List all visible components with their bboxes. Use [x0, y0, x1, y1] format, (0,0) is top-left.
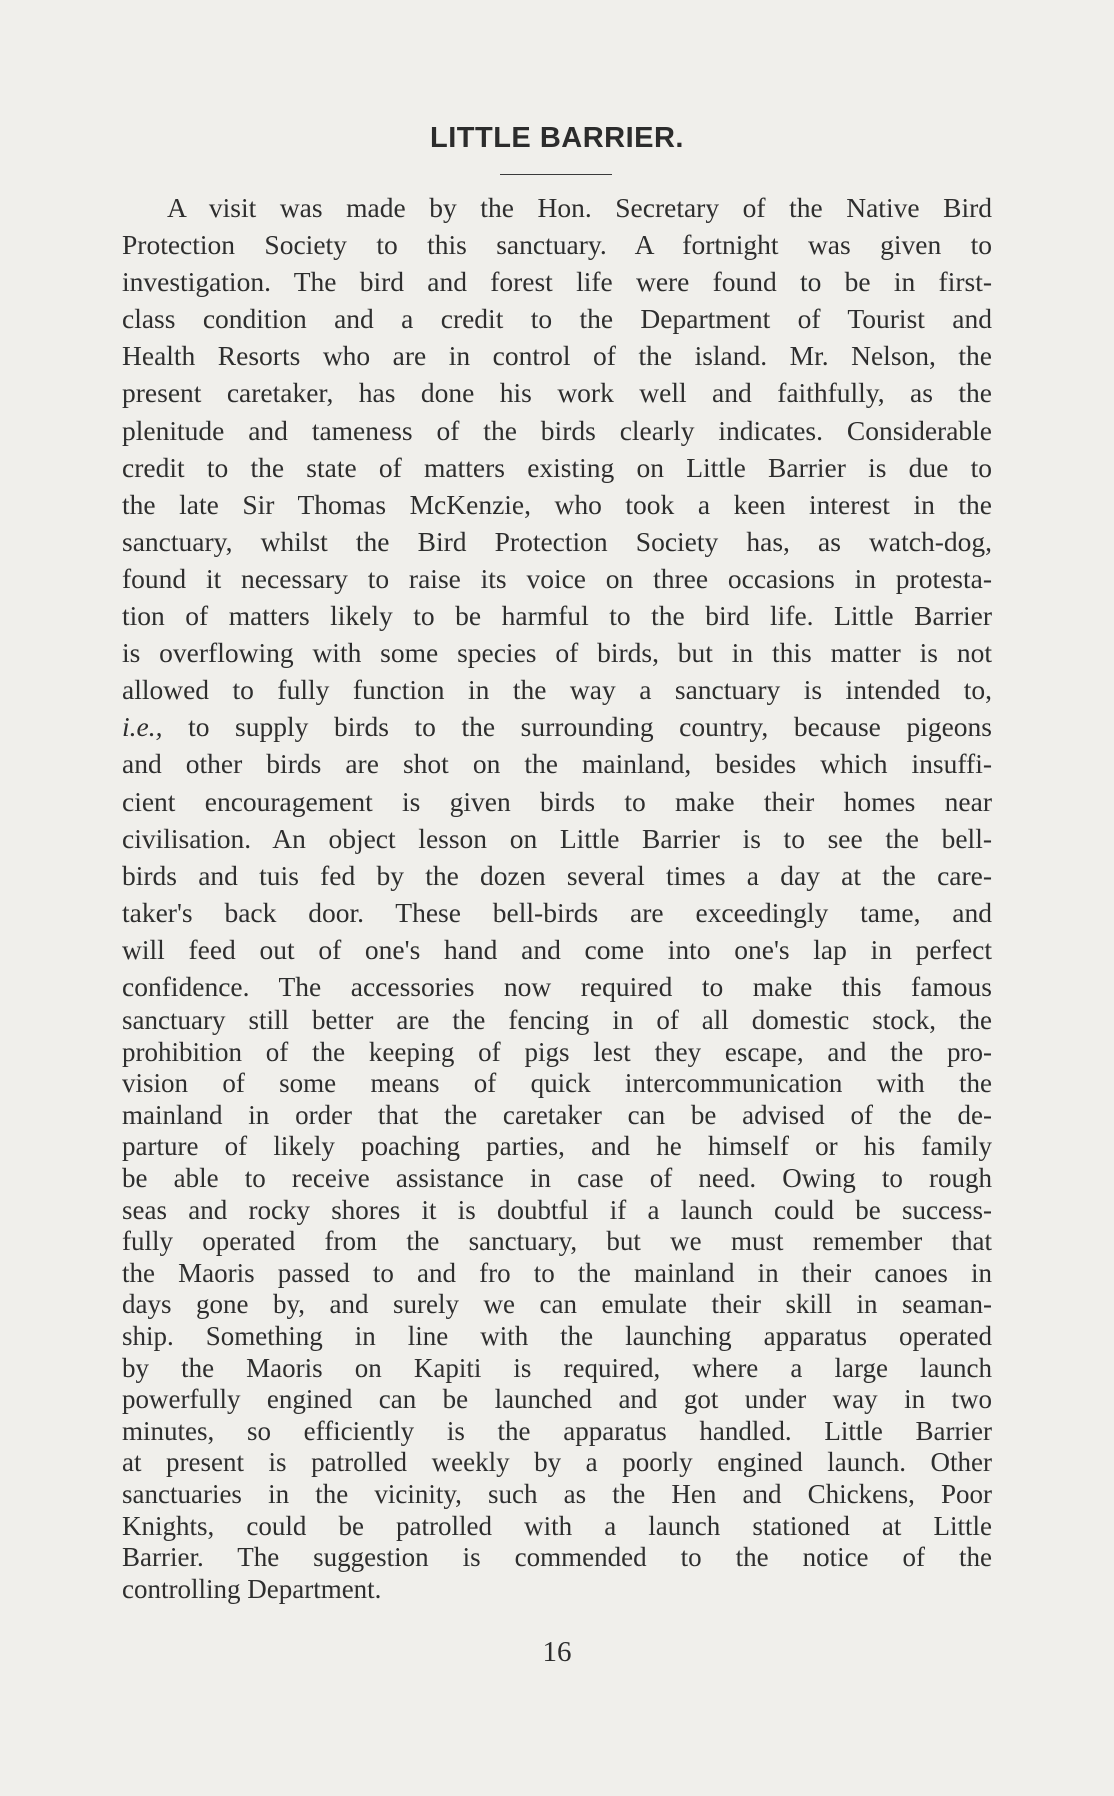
- text-line: ship. Something in line with the launching apparatus operated: [122, 1321, 992, 1351]
- text-line: powerfully engined can be launched and got under way in two: [122, 1384, 992, 1415]
- text-line: minutes, so efficiently is the apparatus handled. Little Barrier: [122, 1415, 992, 1446]
- text-line: vision of some means of quick intercommunication with the: [122, 1068, 992, 1099]
- text-line: at present is patrolled weekly by a poorly engined launch. Other: [122, 1447, 992, 1478]
- text-line: seas and rocky shores it is doubtful if a launch could be success-: [122, 1194, 992, 1225]
- text-line: the late Sir Thomas McKenzie, who took a keen interest in the: [122, 488, 992, 520]
- text-line: Barrier. The suggestion is commended to the notice of the: [122, 1542, 992, 1573]
- text-line: Protection Society to this sanctuary. A fortnight was given to: [122, 229, 992, 261]
- page-title: LITTLE BARRIER.: [430, 122, 684, 154]
- text-line: mainland in order that the caretaker can be advised of the de-: [122, 1099, 992, 1130]
- text-line: be able to receive assistance in case of need. Owing to rough: [122, 1163, 992, 1194]
- paragraph-lower: [122, 1005, 992, 1605]
- text-line: allowed to fully function in the way a sanctuary is intended to,: [122, 674, 992, 706]
- text-line: Health Resorts who are in control of the island. Mr. Nelson, the: [122, 340, 992, 372]
- text-line: and other birds are shot on the mainland, besides which insuffi-: [122, 748, 992, 780]
- page-number: 16: [542, 1636, 572, 1668]
- text-line: sanctuary still better are the fencing in of all domestic stock, the: [122, 1005, 992, 1036]
- text-line: credit to the state of matters existing on Little Barrier is due to: [122, 451, 992, 483]
- text-line: confidence. The accessories now required to make this famous: [122, 970, 992, 1002]
- body-text: [122, 189, 992, 1605]
- paragraph-upper: [122, 189, 992, 1005]
- text-line: taker's back door. These bell-birds are exceedingly tame, and: [122, 896, 992, 928]
- text-line: sanctuary, whilst the Bird Protection Society has, as watch-dog,: [122, 525, 992, 557]
- text-line: birds and tuis fed by the dozen several times a day at the care-: [122, 859, 992, 891]
- text-line: the Maoris passed to and fro to the mainland in their canoes in: [122, 1257, 992, 1288]
- text-line: days gone by, and surely we can emulate their skill in seaman-: [122, 1289, 992, 1320]
- text-line: investigation. The bird and forest life were found to be in first-: [122, 266, 992, 298]
- text-line: tion of matters likely to be harmful to the bird life. Little Barrier: [122, 600, 992, 632]
- text-line: by the Maoris on Kapiti is required, where a large launch: [122, 1352, 992, 1383]
- text-line: fully operated from the sanctuary, but we must remember that: [122, 1226, 992, 1257]
- text-line: plenitude and tameness of the birds clearly indicates. Considerable: [122, 414, 992, 446]
- text-line: i.e., to supply birds to the surrounding country, because pigeons: [122, 711, 992, 743]
- text-line: cient encouragement is given birds to make their homes near: [122, 785, 992, 817]
- text-line: sanctuaries in the vicinity, such as the Hen and Chickens, Poor: [122, 1478, 992, 1509]
- text-line: parture of likely poaching parties, and he himself or his family: [122, 1131, 992, 1162]
- text-line: class condition and a credit to the Department of Tourist and: [122, 303, 992, 335]
- text-line: prohibition of the keeping of pigs lest they escape, and the pro-: [122, 1036, 992, 1067]
- text-line: will feed out of one's hand and come into one's lap in perfect: [122, 933, 992, 965]
- text-line: is overflowing with some species of birds, but in this matter is not: [122, 637, 992, 669]
- text-line: controlling Department.: [122, 1573, 382, 1604]
- text-line: found it necessary to raise its voice on three occasions in protesta-: [122, 562, 992, 594]
- text-line: A visit was made by the Hon. Secretary of the Native Bird: [167, 192, 992, 223]
- title-divider: [500, 174, 612, 175]
- text-line: civilisation. An object lesson on Little Barrier is to see the bell-: [122, 822, 992, 854]
- text-line: Knights, could be patrolled with a launch stationed at Little: [122, 1510, 992, 1541]
- text-line: present caretaker, has done his work well and faithfully, as the: [122, 377, 992, 409]
